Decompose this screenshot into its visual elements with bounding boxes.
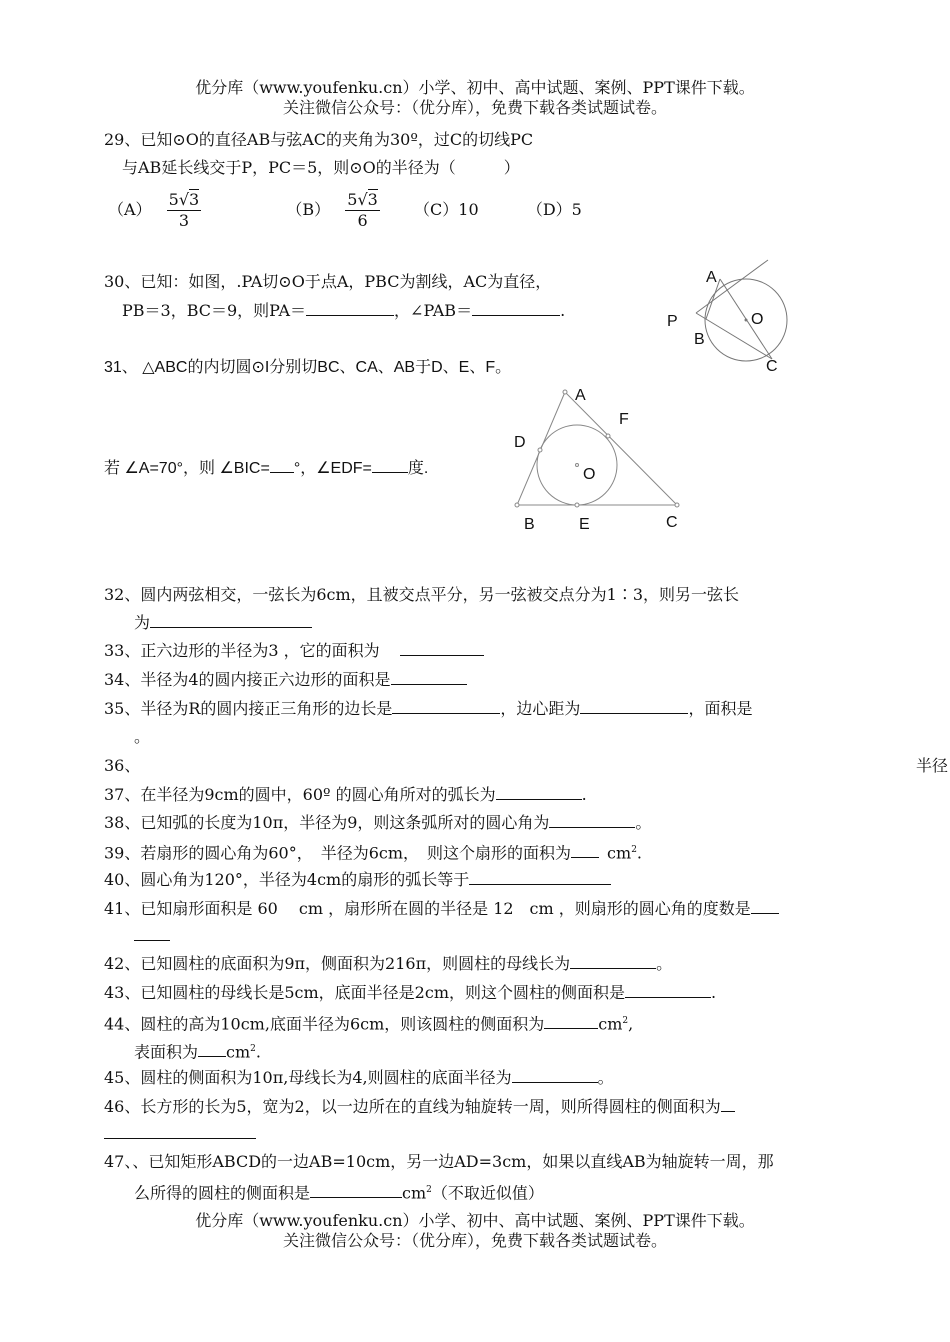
q30-label-p: P	[667, 313, 678, 330]
q46-blank-a[interactable]	[721, 1096, 735, 1112]
q31-label-o: O	[583, 466, 596, 483]
q30-label-a: A	[706, 269, 717, 286]
q31-incircle	[537, 425, 617, 505]
q43-text-b: .	[711, 983, 717, 1002]
q32-line-2	[134, 612, 312, 633]
footer-line-2: 关注微信公众号：（优分库），免费下载各类试题试卷。	[282, 1231, 667, 1250]
q31-tangent-point-d	[538, 448, 542, 452]
q44-blank-total[interactable]	[198, 1041, 226, 1057]
q47-text-a: 么所得的圆柱的侧面积是	[134, 1183, 311, 1203]
q41-line-1	[104, 898, 779, 919]
q36-number: 36、	[104, 756, 141, 775]
q34-line	[104, 669, 467, 690]
q32-text: 为	[134, 613, 151, 632]
q47-blank[interactable]	[310, 1182, 402, 1198]
q31-line-1: 31、 △ABC的内切圆⊙I分别切BC、CA、AB于D、E、F。	[104, 359, 512, 376]
q44-text-c: ,	[628, 1014, 634, 1034]
q31-line-2	[104, 457, 428, 479]
q42-blank[interactable]	[570, 953, 656, 969]
q35-text-a: 35、半径为R的圆内接正三角形的边长是	[104, 699, 393, 718]
q39-blank[interactable]	[571, 842, 599, 858]
q42-line	[104, 953, 672, 974]
q40-text: 40、圆心角为120°，半径为4cm的扇形的弧长等于	[104, 870, 470, 889]
q29-option-a-num: 5	[168, 190, 179, 209]
q29-option-a-rad: 3	[189, 190, 200, 209]
q31-vertex-a	[563, 390, 567, 394]
q35-line-2: 。	[134, 727, 151, 746]
q45-text-a: 45、圆柱的侧面积为10π,母线长为4,则圆柱的底面半径为	[104, 1068, 512, 1087]
q31-label-f: F	[619, 411, 629, 428]
q30-center-dot	[745, 319, 748, 322]
q41-blank-a[interactable]	[751, 898, 779, 914]
q29-option-b-label: （B）	[286, 200, 331, 219]
q30-blank-pab[interactable]	[472, 300, 560, 316]
q35-text-c: ，面积是	[688, 699, 753, 718]
q31-figure	[505, 382, 705, 537]
q40-blank[interactable]	[469, 869, 611, 885]
q29-option-d: （D）5	[526, 200, 582, 219]
q37-line	[104, 784, 587, 805]
q47-text-c: （不取近似值）	[431, 1183, 544, 1203]
q46-line-2	[104, 1123, 256, 1144]
q44-text-f: .	[255, 1042, 261, 1062]
q39-text-b: cm	[607, 843, 632, 863]
q35-blank-side[interactable]	[392, 698, 500, 714]
q31-label-c: C	[666, 514, 678, 531]
q38-text-a: 38、已知弧的长度为10π，半径为9，则这条弧所对的圆心角为	[104, 813, 550, 832]
q29-option-a-fraction: $\frac{5√3}{3}$	[168, 190, 200, 230]
q44-text-d: 表面积为	[134, 1042, 199, 1062]
q36-tail: 半径	[916, 756, 949, 775]
q37-blank[interactable]	[496, 784, 582, 800]
q42-text-a: 42、已知圆柱的底面积为9π，侧面积为216π，则圆柱的母线长为	[104, 954, 571, 973]
q31-vertex-c	[675, 503, 679, 507]
q39-text-a: 39、若扇形的圆心角为60°， 半径为6cm， 则这个扇形的面积为	[104, 843, 572, 863]
q30-text-b: ，∠PAB＝	[394, 301, 473, 320]
q45-blank[interactable]	[512, 1067, 598, 1083]
q30-label-o: O	[751, 311, 764, 328]
q30-tangent-line	[696, 260, 768, 313]
q30-text-a: PB＝3，BC＝9，则PA＝	[122, 301, 307, 320]
header-line-2: 关注微信公众号：（优分库），免费下载各类试题试卷。	[282, 98, 667, 117]
q44-line-2	[134, 1039, 261, 1062]
q45-line	[104, 1067, 614, 1088]
q47-sup: 2	[426, 1185, 432, 1195]
q37-text-b: .	[581, 785, 587, 804]
q45-text-b: 。	[597, 1068, 614, 1087]
q46-line-1	[104, 1096, 735, 1117]
q37-text-a: 37、在半径为9cm的圆中，60º 的圆心角所对的弧长为	[104, 785, 496, 804]
q31-tangent-point-f	[606, 434, 610, 438]
q30-line-2	[122, 300, 565, 321]
q39-text-c: .	[636, 843, 643, 863]
q29-option-b-rad: 3	[367, 190, 378, 209]
q31-label-b: B	[524, 516, 535, 533]
q31-blank-bic[interactable]	[270, 457, 294, 473]
q44-text-e: cm	[226, 1042, 251, 1062]
q43-blank[interactable]	[625, 982, 711, 998]
q42-text-b: 。	[656, 954, 673, 973]
q29-options	[108, 190, 582, 231]
q39-line	[104, 840, 642, 863]
q30-blank-pa[interactable]	[306, 300, 394, 316]
q33-text: 33、正六边形的半径为3 ，它的面积为	[104, 641, 380, 660]
q31-label-e: E	[579, 516, 590, 533]
q43-text-a: 43、已知圆柱的母线长是5cm，底面半径是2cm，则这个圆柱的侧面积是	[104, 983, 625, 1002]
q31-label-a: A	[575, 387, 586, 404]
q44-sup-2: 2	[250, 1044, 256, 1054]
q44-text-a: 44、圆柱的高为10cm,底面半径为6cm，则该圆柱的侧面积为	[104, 1014, 545, 1034]
q29-option-b-num: 5	[347, 190, 358, 209]
q32-blank[interactable]	[150, 612, 312, 628]
q31-text-b: °，∠EDF=	[293, 460, 372, 477]
q43-line	[104, 982, 716, 1003]
q47-text-b: cm	[402, 1183, 427, 1203]
q44-line-1	[104, 1011, 633, 1034]
footer-line-1: 优分库（www.youfenku.cn）小学、初中、高中试题、案例、PPT课件下载。	[195, 1211, 755, 1230]
q38-text-b: 。	[635, 813, 652, 832]
q41-text: 41、已知扇形面积是 60 cm ，扇形所在圆的半径是 12 cm ，则扇形的圆心角的度数是	[104, 899, 751, 918]
q30-text-c: .	[560, 301, 566, 320]
q29-option-c: （C）10	[414, 200, 479, 219]
q47-line-2	[134, 1180, 544, 1203]
q29-line-2: 与AB延长线交于P，PC＝5，则⊙O的半径为（ ）	[122, 158, 520, 177]
q35-blank-apothem[interactable]	[580, 698, 688, 714]
q47-line-1: 47、、已知矩形ABCD的一边AB=10cm，另一边AD=3cm，如果以直线AB为轴旋转一周，那	[104, 1152, 774, 1171]
q29-option-b-den: 6	[357, 211, 368, 230]
q31-center-dot	[576, 464, 579, 467]
q31-blank-edf[interactable]	[372, 457, 408, 473]
q31-text-a: 若 ∠A=70°，则 ∠BIC=	[104, 460, 270, 477]
q34-text: 34、半径为4的圆内接正六边形的面积是	[104, 670, 391, 689]
q41-blank-b[interactable]	[134, 925, 170, 941]
q40-line	[104, 869, 611, 890]
q31-text-c: 度.	[407, 460, 429, 477]
q29-line-1: 29、已知⊙O的直径AB与弦AC的夹角为30º，过C的切线PC	[104, 130, 534, 149]
q30-figure	[660, 255, 800, 380]
q35-line-1	[104, 698, 752, 719]
q30-label-b: B	[694, 331, 705, 348]
header-line-1: 优分库（www.youfenku.cn）小学、初中、高中试题、案例、PPT课件下载。	[195, 78, 755, 97]
q44-blank-lateral[interactable]	[544, 1013, 598, 1029]
q30-line-1: 30、已知：如图，.PA切⊙O于点A，PBC为割线，AC为直径，	[104, 272, 552, 291]
q31-vertex-b	[515, 503, 519, 507]
q31-tangent-point-e	[575, 503, 579, 507]
q30-label-c: C	[766, 358, 778, 375]
q33-line	[104, 640, 484, 661]
q29-option-b-fraction: $\frac{5√3}{6}$	[347, 190, 378, 230]
q39-sup: 2	[631, 845, 637, 855]
q35-text-b: ，边心距为	[500, 699, 581, 718]
q46-blank-b[interactable]	[104, 1123, 256, 1139]
q29-option-a-label: （A）	[108, 200, 152, 219]
q33-blank[interactable]	[400, 640, 484, 656]
q46-text: 46、长方形的长为5，宽为2，以一边所在的直线为轴旋转一周，则所得圆柱的侧面积为	[104, 1097, 721, 1116]
q38-line	[104, 812, 651, 833]
q38-blank[interactable]	[549, 812, 635, 828]
q44-sup: 2	[622, 1016, 629, 1026]
q32-line-1: 32、圆内两弦相交，一弦长为6cm，且被交点平分，另一弦被交点分为1∶3，则另一弦长	[104, 585, 740, 604]
q31-label-d: D	[514, 434, 526, 451]
q41-line-2	[134, 925, 170, 946]
q34-blank[interactable]	[391, 669, 467, 685]
q29-option-a-den: 3	[178, 211, 190, 230]
q44-text-b: cm	[598, 1014, 623, 1034]
